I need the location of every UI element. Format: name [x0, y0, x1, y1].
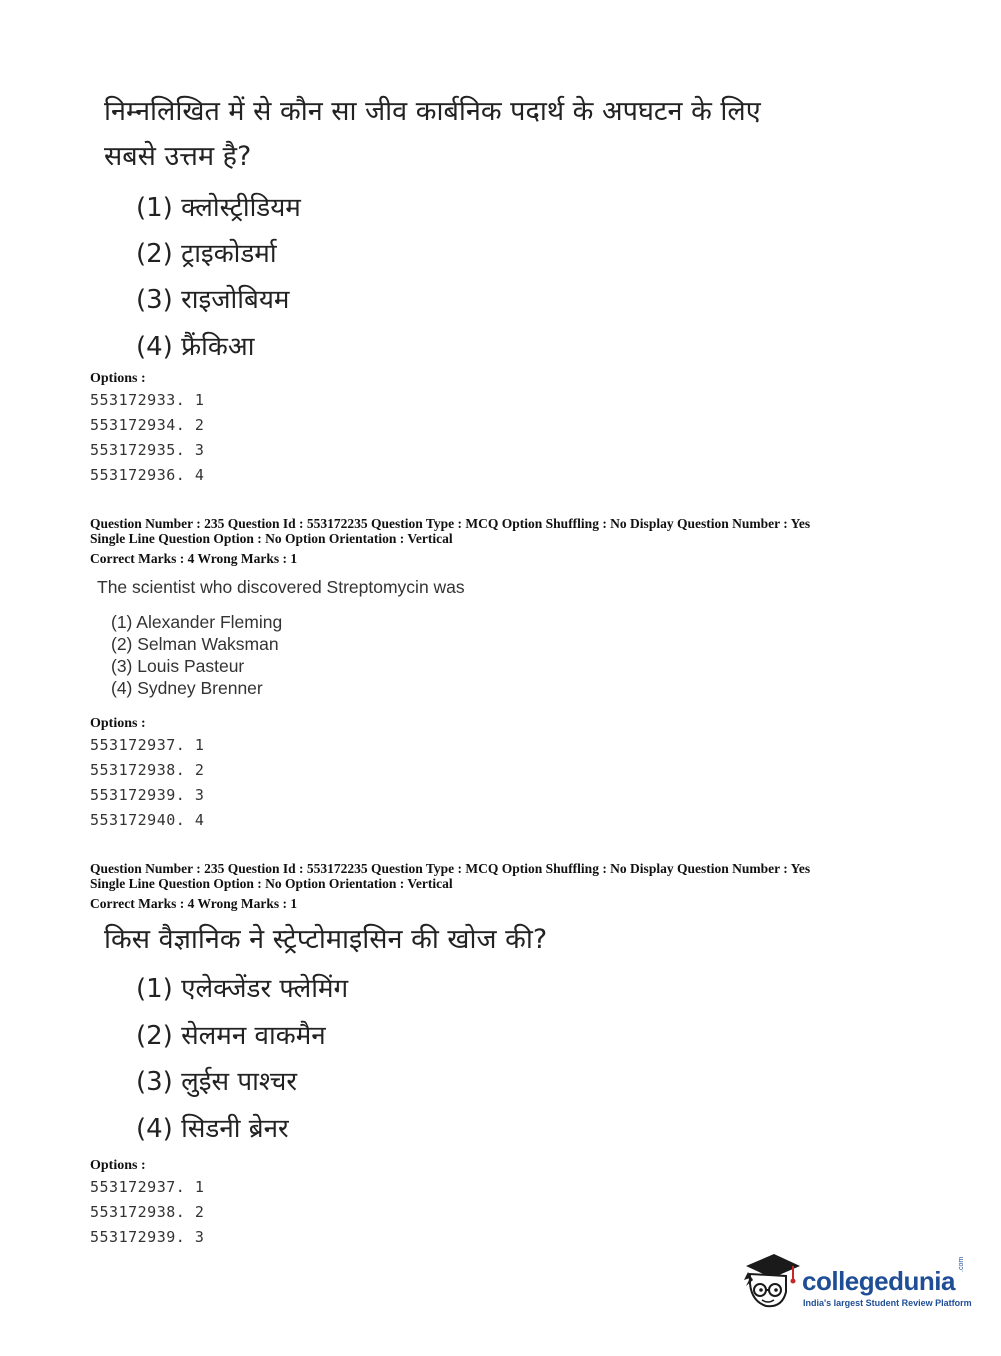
question-3-choice-2: (2) सेलमन वाकमैन — [136, 1021, 326, 1051]
brand-name: collegedunia — [802, 1266, 955, 1296]
option-code: 553172938. 2 — [90, 761, 205, 779]
option-code: 553172937. 1 — [90, 736, 205, 754]
option-code: 553172933. 1 — [90, 391, 205, 409]
collegedunia-logo — [740, 1250, 980, 1320]
question-2-choice-4: (4) Sydney Brenner — [111, 678, 263, 698]
question-1-choice-2: (2) ट्राइकोडर्मा — [136, 239, 277, 269]
option-code: 553172939. 3 — [90, 1228, 205, 1246]
question-3-choice-4: (4) सिडनी ब्रेनर — [136, 1114, 289, 1144]
question-2-text: The scientist who discovered Streptomycin was — [97, 577, 465, 597]
option-code: 553172934. 2 — [90, 416, 205, 434]
question-1-line-1: निम्नलिखित में से कौन सा जीव कार्बनिक पदार्थ के अपघटन के लिए — [104, 96, 761, 127]
question-1-choice-1: (1) क्लोस्ट्रीडियम — [136, 193, 301, 223]
question-1-line-2: सबसे उत्तम है? — [104, 141, 252, 172]
question-meta-line: Question Number : 235 Question Id : 553172235 Question Type : MCQ Option Shuffling : No Display Question Number : Yes — [90, 516, 811, 531]
option-code: 553172935. 3 — [90, 441, 205, 459]
brand-domain: .com — [958, 1256, 965, 1272]
question-3-choice-1: (1) एलेक्जेंडर फ्लेमिंग — [136, 974, 349, 1004]
brand-tagline: India's largest Student Review Platform — [803, 1298, 972, 1308]
option-code: 553172939. 3 — [90, 786, 205, 804]
question-meta-line: Question Number : 235 Question Id : 553172235 Question Type : MCQ Option Shuffling : No Display Question Number : Yes — [90, 861, 811, 876]
question-meta-line: Single Line Question Option : No Option Orientation : Vertical — [90, 531, 453, 546]
question-1-choice-4: (4) फ्रैंकिआ — [136, 332, 255, 362]
options-label: Options : — [90, 716, 146, 731]
option-code: 553172938. 2 — [90, 1203, 205, 1221]
question-2-choice-1: (1) Alexander Fleming — [111, 612, 283, 632]
options-label: Options : — [90, 371, 146, 386]
question-2-choice-3: (3) Louis Pasteur — [111, 656, 245, 676]
marks-line: Correct Marks : 4 Wrong Marks : 1 — [90, 896, 298, 911]
question-1-choice-3: (3) राइजोबियम — [136, 285, 290, 315]
question-meta-line: Single Line Question Option : No Option Orientation : Vertical — [90, 876, 453, 891]
marks-line: Correct Marks : 4 Wrong Marks : 1 — [90, 551, 298, 566]
option-code: 553172940. 4 — [90, 811, 205, 829]
question-2-choice-2: (2) Selman Waksman — [111, 634, 279, 654]
option-code: 553172936. 4 — [90, 466, 205, 484]
question-3-choice-3: (3) लुईस पाश्चर — [136, 1067, 298, 1097]
option-code: 553172937. 1 — [90, 1178, 205, 1196]
options-label: Options : — [90, 1158, 146, 1173]
mascot-icon — [740, 1250, 802, 1316]
question-3-text: किस वैज्ञानिक ने स्ट्रेप्टोमाइसिन की खोज की? — [104, 924, 548, 955]
